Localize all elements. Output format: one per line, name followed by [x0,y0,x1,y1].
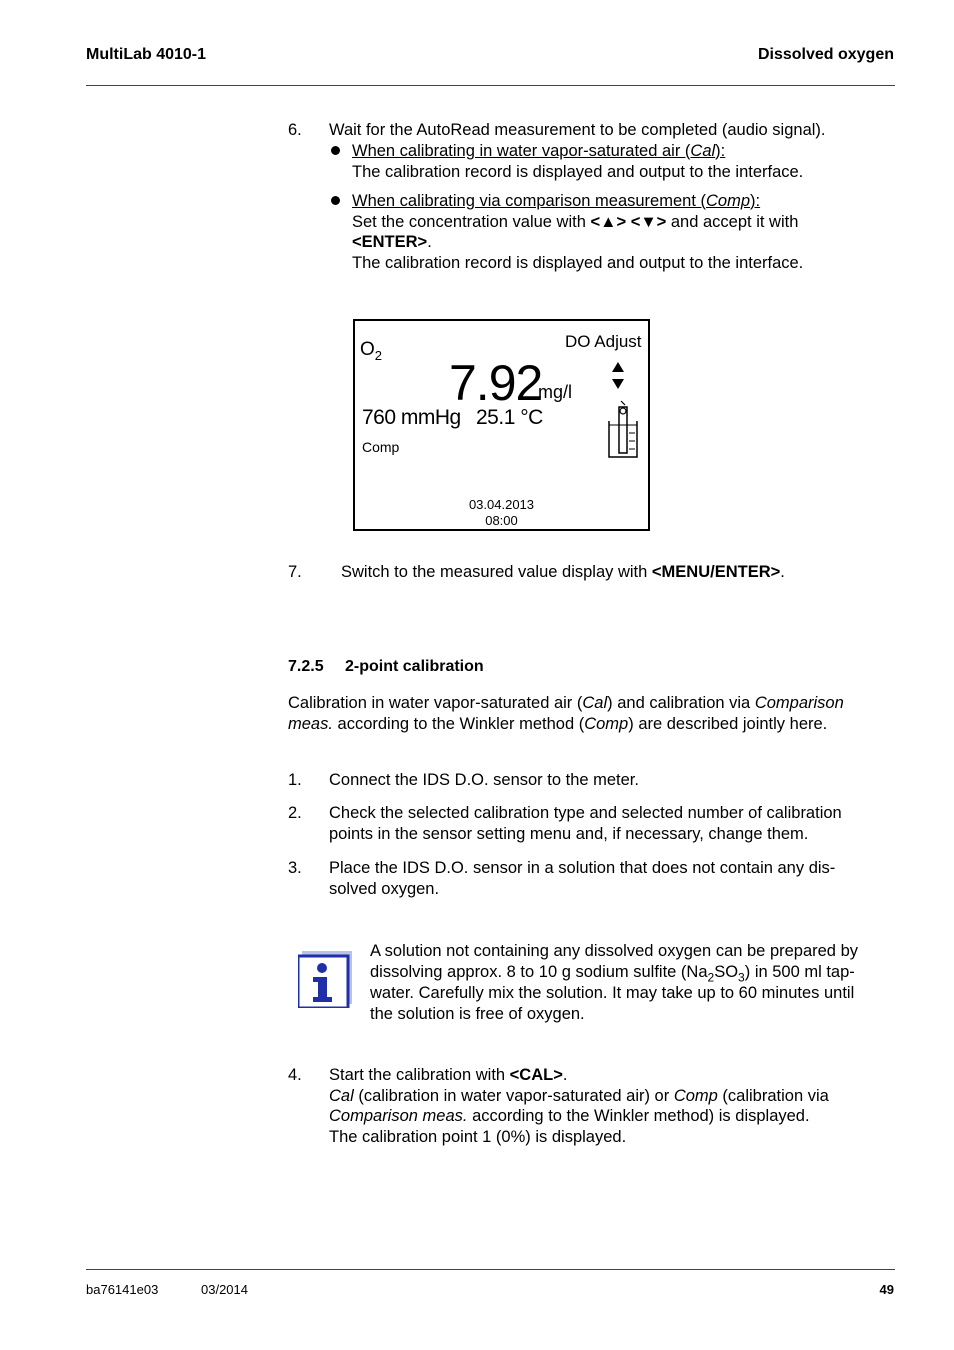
note-line-1: A solution not containing any dissolved oxygen can be prepared by [370,942,858,960]
section-title: 2-point calibration [345,658,484,675]
bullet-dot [331,196,340,205]
step-4-line-4: The calibration point 1 (0%) is displayed. [329,1128,627,1146]
step-7-text: Switch to the measured value display with <MENU/ENTER>. [341,563,785,581]
intro-line-1: Calibration in water vapor-saturated air (Cal) and calibration via Comparison [288,694,844,712]
key-up: <▲> [590,213,627,231]
intro-line-2: meas. according to the Winkler method (Comp) are described jointly here. [288,715,828,733]
step-6-number: 6. [288,121,302,139]
footer-doc-id: ba76141e03 [86,1282,159,1297]
step-text: Check the selected calibration type and selected number of calibration [329,804,842,822]
sensor-beaker-icon [607,399,639,461]
display-unit: mg/l [538,382,573,402]
step-4-number: 4. [288,1066,302,1084]
bullet-comp-line2: <ENTER>. [352,233,432,251]
key-down: <▼> [630,213,667,231]
bullet-comp-line3: The calibration record is displayed and output to the interface. [352,254,804,272]
display-pressure: 760 mmHg [362,406,461,429]
header-rule [86,85,895,86]
section-number: 7.2.5 [288,658,324,675]
note-line-2: dissolving approx. 8 to 10 g sodium sulfite $(Na_2SO_3)$ in 500 ml tap- [370,963,855,985]
step-number: 2. [288,804,302,822]
step-text: Connect the IDS D.O. sensor to the meter. [329,771,639,789]
display-value: 7.92 [449,355,543,411]
display-time: 08:00 [485,513,518,528]
footer-page-number: 49 [879,1282,894,1297]
step-text: Place the IDS D.O. sensor in a solution that does not contain any dis- [329,859,836,877]
display-mode-title: DO Adjust [565,332,642,351]
header-product: MultiLab 4010-1 [86,46,207,63]
step-number: 3. [288,859,302,877]
bullet-cal-title: When calibrating in water vapor-saturated air (Cal): [352,142,726,160]
step-7-number: 7. [288,563,302,581]
footer-rule [86,1269,895,1270]
up-down-arrows-icon [611,361,625,391]
step-6-text: Wait for the AutoRead measurement to be completed (audio signal). [329,121,826,139]
step-4-line-3: Comparison meas. according to the Winkler method) is displayed. [329,1107,810,1125]
bullet-dot [331,146,340,155]
bullet-comp-line1: Set the concentration value with <▲> <▼> and accept it with [352,213,799,231]
display-parameter: $O_2$ [360,339,383,363]
display-cal-type: Comp [362,439,400,455]
bullet-comp-title: When calibrating via comparison measurement (Comp): [352,192,761,210]
bullet-cal-line: The calibration record is displayed and output to the interface. [352,163,804,181]
step-4-line-1: Start the calibration with <CAL>. [329,1066,568,1084]
display-temperature: 25.1 °C [476,406,543,429]
note-line-4: the solution is free of oxygen. [370,1005,585,1023]
step-text: points in the sensor setting menu and, if necessary, change them. [329,825,809,843]
header-chapter: Dissolved oxygen [757,46,894,63]
footer-date: 03/2014 [201,1282,248,1297]
key-enter: <ENTER> [352,233,428,251]
info-icon [298,951,352,1008]
step-number: 1. [288,771,302,789]
display-date: 03.04.2013 [468,497,535,512]
meter-display [353,319,650,531]
note-line-3: water. Carefully mix the solution. It may take up to 60 minutes until [370,984,855,1002]
step-4-line-2: Cal (calibration in water vapor-saturated air) or Comp (calibration via [329,1087,829,1105]
step-text: solved oxygen. [329,880,440,898]
